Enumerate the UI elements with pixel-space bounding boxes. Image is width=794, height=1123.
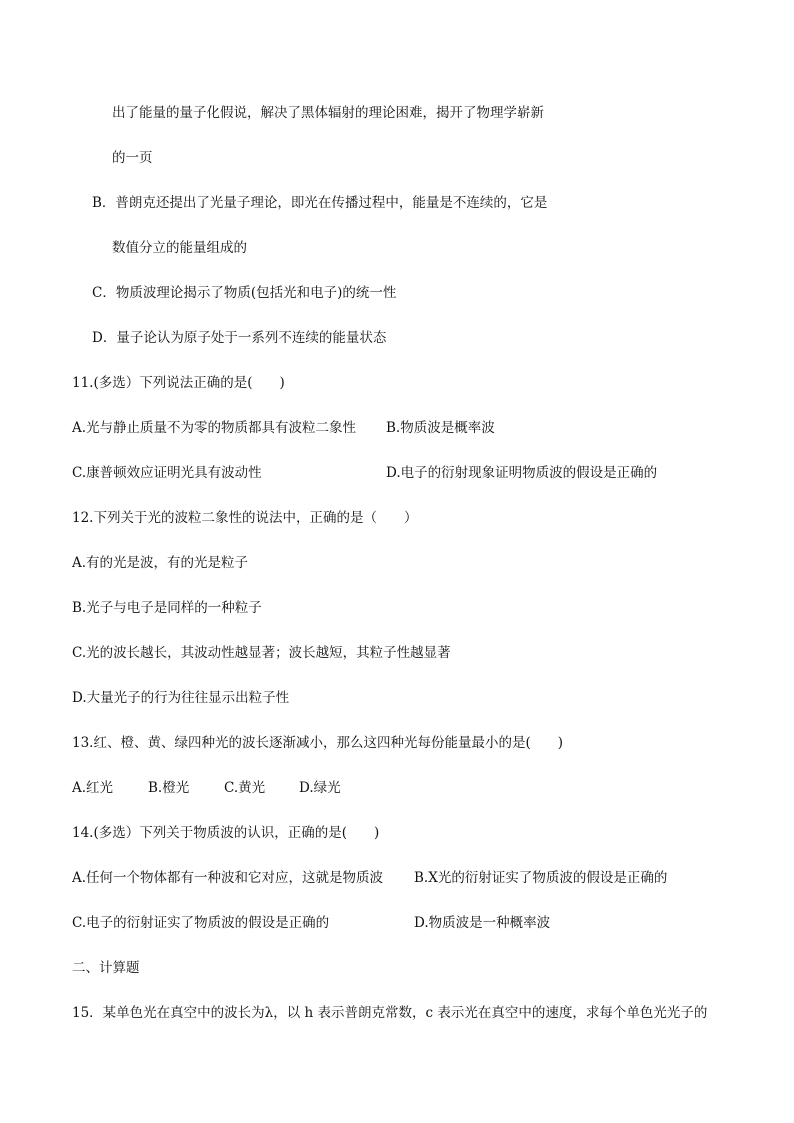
q12-option-b: B.光子与电子是同样的一种粒子 bbox=[72, 600, 262, 616]
q11-option-a: A.光与静止质量不为零的物质都具有波粒二象性 bbox=[72, 420, 357, 436]
section-heading-calculation: 二、计算题 bbox=[72, 960, 140, 976]
q10-option-b-line2: 数值分立的能量组成的 bbox=[112, 240, 247, 256]
q14-option-c: C.电子的衍射证实了物质波的假设是正确的 bbox=[72, 915, 330, 931]
q14-stem: 14.(多选）下列关于物质波的认识，正确的是( ) bbox=[72, 825, 380, 841]
q10-option-c: C．物质波理论揭示了物质(包括光和电子)的统一性 bbox=[92, 285, 397, 301]
q11-stem: 11.(多选）下列说法正确的是( ) bbox=[72, 375, 285, 391]
q14-option-a: A.任何一个物体都有一种波和它对应，这就是物质波 bbox=[72, 870, 384, 886]
q13-stem: 13.红、橙、黄、绿四种光的波长逐渐减小，那么这四种光每份能量最小的是( ) bbox=[72, 735, 564, 751]
q13-option-c: C.黄光 bbox=[224, 780, 266, 796]
q12-option-a: A.有的光是波，有的光是粒子 bbox=[72, 555, 249, 571]
q14-option-d: D.物质波是一种概率波 bbox=[414, 915, 551, 931]
q10-option-a-line1: 出了能量的量子化假说，解决了黑体辐射的理论困难，揭开了物理学崭新 bbox=[112, 105, 544, 121]
q13-option-b: B.橙光 bbox=[148, 780, 190, 796]
q10-option-b-line1: B．普朗克还提出了光量子理论，即光在传播过程中，能量是不连续的，它是 bbox=[92, 195, 548, 211]
q12-stem: 12.下列关于光的波粒二象性的说法中，正确的是（ ） bbox=[72, 510, 418, 526]
q13-option-d: D.绿光 bbox=[299, 780, 341, 796]
q11-option-c: C.康普顿效应证明光具有波动性 bbox=[72, 465, 262, 481]
q12-option-c: C.光的波长越长，其波动性越显著；波长越短，其粒子性越显著 bbox=[72, 645, 451, 661]
q12-option-d: D.大量光子的行为往往显示出粒子性 bbox=[72, 690, 290, 706]
q14-option-b: B.X光的衍射证实了物质波的假设是正确的 bbox=[414, 870, 668, 886]
q10-option-a-line2: 的一页 bbox=[112, 150, 153, 166]
q15-stem: 15．某单色光在真空中的波长为λ，以 h 表示普朗克常数，c 表示光在真空中的速度，求每个单色光光子的 bbox=[72, 1005, 708, 1021]
q10-option-d: D．量子论认为原子处于一系列不连续的能量状态 bbox=[92, 330, 387, 346]
q11-option-b: B.物质波是概率波 bbox=[386, 420, 495, 436]
q13-option-a: A.红光 bbox=[72, 780, 114, 796]
q11-option-d: D.电子的衍射现象证明物质波的假设是正确的 bbox=[386, 465, 658, 481]
